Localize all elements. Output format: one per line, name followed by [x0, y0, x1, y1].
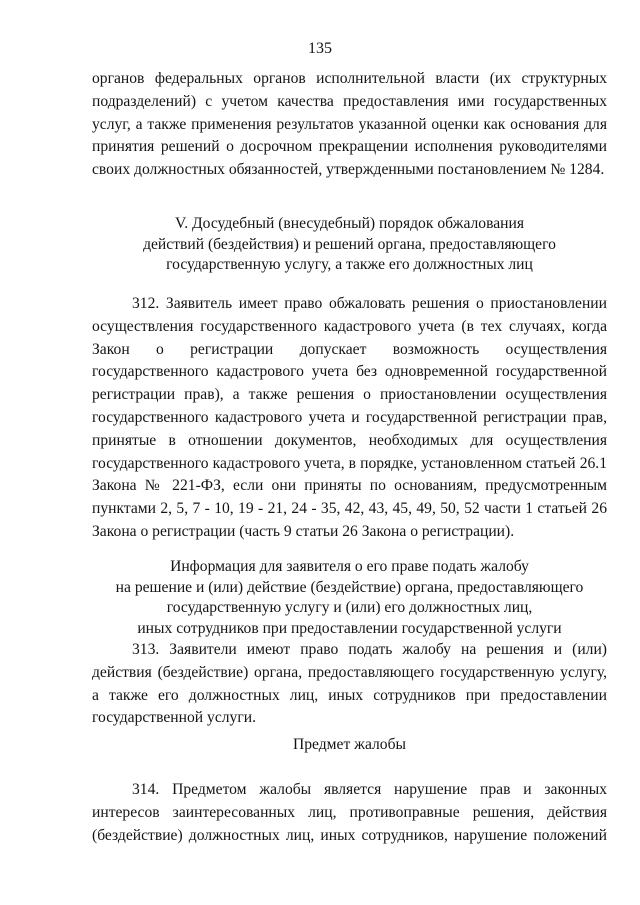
info-heading-line: государственную услугу и (или) его должностных лиц, [166, 599, 533, 616]
paragraph-314-text: 314. Предметом жалобы является нарушение прав и законных интересов заинтересованных лиц, противоправные решения, действия (бездействие) должностных лиц, иных сотрудников, нарушение положений [92, 781, 607, 844]
paragraph-313 [92, 639, 607, 730]
section-v-heading-line: государственную услугу, а также его должностных лиц [166, 256, 533, 273]
subject-heading-text: Предмет жалобы [292, 736, 407, 753]
section-v-heading-line: действий (бездействия) и решений органа, предоставляющего [143, 235, 556, 253]
info-heading-line: на решение и (или) действие (бездействие) органа, предоставляющего [115, 578, 584, 596]
paragraph-312 [92, 293, 607, 544]
paragraph-313-text: 313. Заявители имеют право подать жалобу на решения и (или) действия (бездействие) органа, предоставляющего государственную услугу, а также его должностных лиц, иных сотрудников при предоставлении государственной услуги. [92, 641, 607, 727]
section-v-heading [92, 214, 607, 276]
info-heading-line: иных сотрудников при предоставлении государственной услуги [137, 619, 562, 637]
paragraph-314 [92, 779, 607, 847]
continuation-text: органов федеральных органов исполнительной власти (их структурных подразделений) с учетом качества предоставления ими государственных услуг, а также применения результатов указанной оценки как основания для принятия решений о досрочном прекращении исполнения руководителями своих должностных обязанностей, утвержденными постановлением № 1284. [92, 70, 607, 179]
info-heading [92, 557, 607, 639]
continuation-paragraph [92, 68, 607, 182]
paragraph-312-text: 312. Заявитель имеет право обжаловать решения о приостановлении осуществления государственного кадастрового учета (в тех случаях, когда Закон о регистрации допускает возможность осуществления государственного кадастрового учета без одновременной государственной регистрации прав), а также решения о приостановлении осуществления государственного кадастрового учета и государственной регистрации прав, принятые в отношении документов, необходимых для осуществления государственного кадастрового учета, в порядке, установленном статьей 26.1 Закона № 221-ФЗ, если они приняты по основаниям, предусмотренным пунктами 2, 5, 7 - 10, 19 - 21, 24 - 35, 42, 43, 45, 49, 50, 52 части 1 статьей 26 Закона о регистрации (часть 9 статьи 26 Закона о регистрации). [92, 295, 607, 540]
page-number: 135 [308, 40, 332, 57]
subject-heading [92, 735, 607, 756]
info-heading-line: Информация для заявителя о его праве подать жалобу [170, 558, 529, 575]
section-v-heading-line: V. Досудебный (внесудебный) порядок обжалования [174, 215, 525, 232]
